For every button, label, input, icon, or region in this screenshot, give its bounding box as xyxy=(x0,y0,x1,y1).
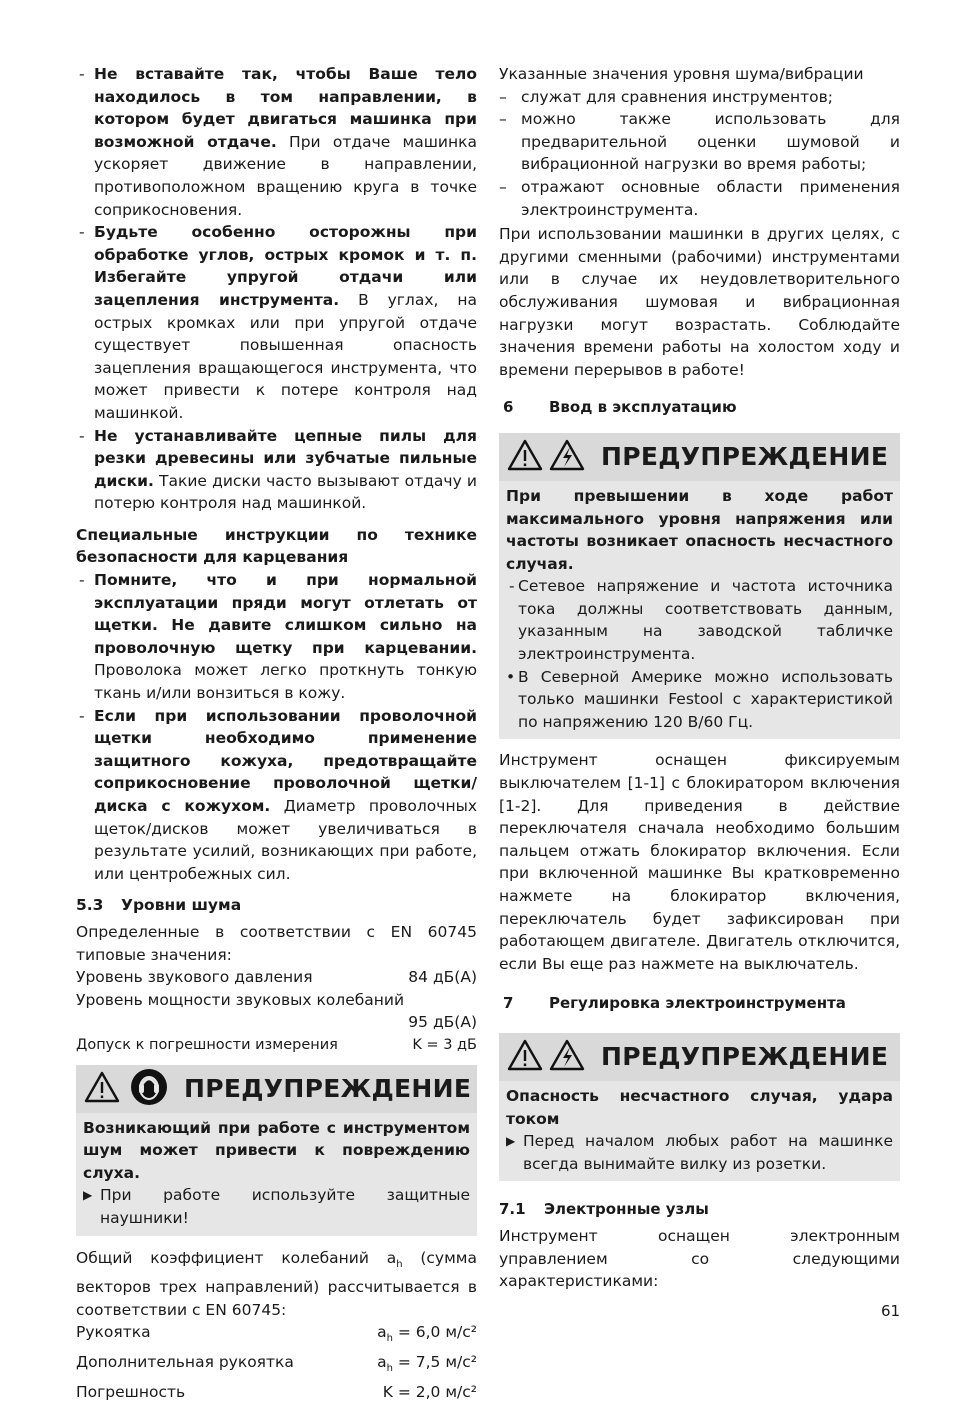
section-heading-5-3: 5.3 Уровни шума xyxy=(76,896,242,915)
warning-header xyxy=(499,1033,900,1081)
noise-row: Допуск к погрешности измерения K = 3 дБ xyxy=(76,1036,477,1053)
switch-text: Инструмент оснащен фиксируемым выключателем [1-1] с блокиратором включения [1-2]. Для приведения в действие переключателя сначала необходимо большим пальцем отжать блокиратор включения. Если при включенной машинке Вы кратковременно нажмете на блокиратор включения, переключатель будет зафиксирован при работающем двигателе. Двигатель отключится, если Вы еще раз нажмете на выключатель. xyxy=(499,751,900,973)
warning-triangle-icon xyxy=(507,1039,543,1075)
values-item: – служат для сравнения инструментов; xyxy=(499,86,900,109)
warning-body xyxy=(499,1081,900,1181)
warning-header xyxy=(499,433,900,481)
warning-instruction: ▶ Перед началом любых работ на машинке всегда вынимайте вилку из розетки. xyxy=(506,1130,893,1175)
electric-shock-icon xyxy=(549,1039,585,1075)
values-item: – отражают основные области применения электроинструмента. xyxy=(499,176,900,221)
vibration-intro: Общий коэффициент колебаний $a_h$ (сумма векторов трех направлений) рассчитывается в соответствии с EN 60745: xyxy=(76,1248,477,1319)
page-number: 61 xyxy=(881,1302,901,1320)
values-intro: Указанные значения уровня шума/вибрации xyxy=(499,65,864,83)
safety-item: - Будьте особенно осторожны при обработке углов, острых кромок и т. п. Избегайте упругой отдачи или зацепления инструмента. В углах, на острых кромках или при упругой отдаче существует повышенная опасность зацепления вращающегося инструмента, что может привести к потере контроля над машинкой. xyxy=(76,221,477,424)
safety-item: - Если при использовании проволочной щетки необходимо применение защитного кожуха, предотвращайте соприкосновение проволочной щетки/диска с кожухом. Диаметр проволочных щеток/дисков может увеличиваться в результате усилий, возникающих при работе, или центробежных сил. xyxy=(76,705,477,886)
warning-instruction: - Сетевое напряжение и частота источника тока должны соответствовать данным, указанным на заводской табличке электроинструмента. xyxy=(506,575,893,665)
warning-instruction: ▶ При работе используйте защитные наушники! xyxy=(83,1184,470,1229)
warning-instruction: • В Северной Америке можно использовать только машинки Festool с характеристикой по напряжению 120 В/60 Гц. xyxy=(506,667,893,731)
vibration-row: Погрешность K = 2,0 м/с² xyxy=(76,1382,477,1401)
electronics-text: Инструмент оснащен электронным управлением со следующими характеристиками: xyxy=(499,1226,900,1291)
safety-item: - Не устанавливайте цепные пилы для резки древесины или зубчатые пильные диски. Такие диски часто вызывают отдачу и потерю контроля над машинкой. xyxy=(76,425,477,515)
warning-title: ПРЕДУПРЕЖДЕНИЕ xyxy=(601,1042,889,1072)
noise-intro: Определенные в соответствии с EN 60745 типовые значения: xyxy=(76,922,477,964)
warning-triangle-icon xyxy=(84,1071,120,1107)
safety-item: - Не вставайте так, чтобы Ваше тело находилось в том направлении, в котором будет двигаться машинка при возможной отдаче. При отдаче машинка ускоряет движение в направлении, противоположном вращению круга в точке соприкосновения. xyxy=(76,63,477,221)
values-item: – можно также использовать для предварительной оценки шумовой и вибрационной нагрузки во время работы; xyxy=(499,108,900,176)
brush-heading: Специальные инструкции по технике безопасности для карцевания xyxy=(76,525,477,567)
noise-row-value: 95 дБ(A) xyxy=(408,1013,477,1032)
section-heading-7: 7 Регулировка электроинструмента xyxy=(503,994,846,1013)
section-heading-6: 6 Ввод в эксплуатацию xyxy=(503,398,737,417)
other-use-text: При использовании машинки в других целях, с другими сменными (рабочими) инструментами или в случае их неудовлетворительного обслуживания шумовая и вибрационная нагрузки могут возрастать. Соблюдайте значения времени работы на холостом ходу и времени перерывов в работе! xyxy=(499,225,900,379)
warning-box-voltage xyxy=(499,433,900,740)
warning-text: Опасность несчастного случая, удара током xyxy=(506,1086,893,1128)
vibration-row: Рукоятка $a_h = 6,0$ м/с² xyxy=(76,1323,477,1345)
section-heading-7-1: 7.1 Электронные узлы xyxy=(499,1200,709,1219)
noise-row-label: Уровень мощности звуковых колебаний xyxy=(76,990,405,1009)
electric-shock-icon xyxy=(549,439,585,475)
warning-title: ПРЕДУПРЕЖДЕНИЕ xyxy=(184,1074,472,1104)
warning-title: ПРЕДУПРЕЖДЕНИЕ xyxy=(601,442,889,472)
warning-body xyxy=(76,1113,477,1236)
left-column xyxy=(76,63,477,1410)
ear-protection-icon xyxy=(130,1068,168,1110)
warning-text: Возникающий при работе с инструментом шум может привести к повреждению слуха. xyxy=(83,1118,470,1182)
warning-body xyxy=(499,481,900,740)
warning-box-electric xyxy=(499,1033,900,1181)
safety-item: - Помните, что и при нормальной эксплуатации пряди могут отлетать от щетки. Не давите слишком сильно на проволочную щетку при карцевании. Проволока может легко проткнуть тонкую ткань и/или вонзиться в кожу. xyxy=(76,569,477,705)
right-column xyxy=(499,63,900,1293)
warning-triangle-icon xyxy=(507,439,543,475)
warning-text: При превышении в ходе работ максимального уровня напряжения или частоты возникает опасность несчастного случая. xyxy=(506,486,893,573)
noise-row: Уровень звукового давления 84 дБ(A) xyxy=(76,968,477,987)
vibration-row: Дополнительная рукоятка $a_h = 7,5$ м/с² xyxy=(76,1353,477,1375)
warning-header xyxy=(76,1065,477,1113)
warning-box-noise xyxy=(76,1065,477,1236)
